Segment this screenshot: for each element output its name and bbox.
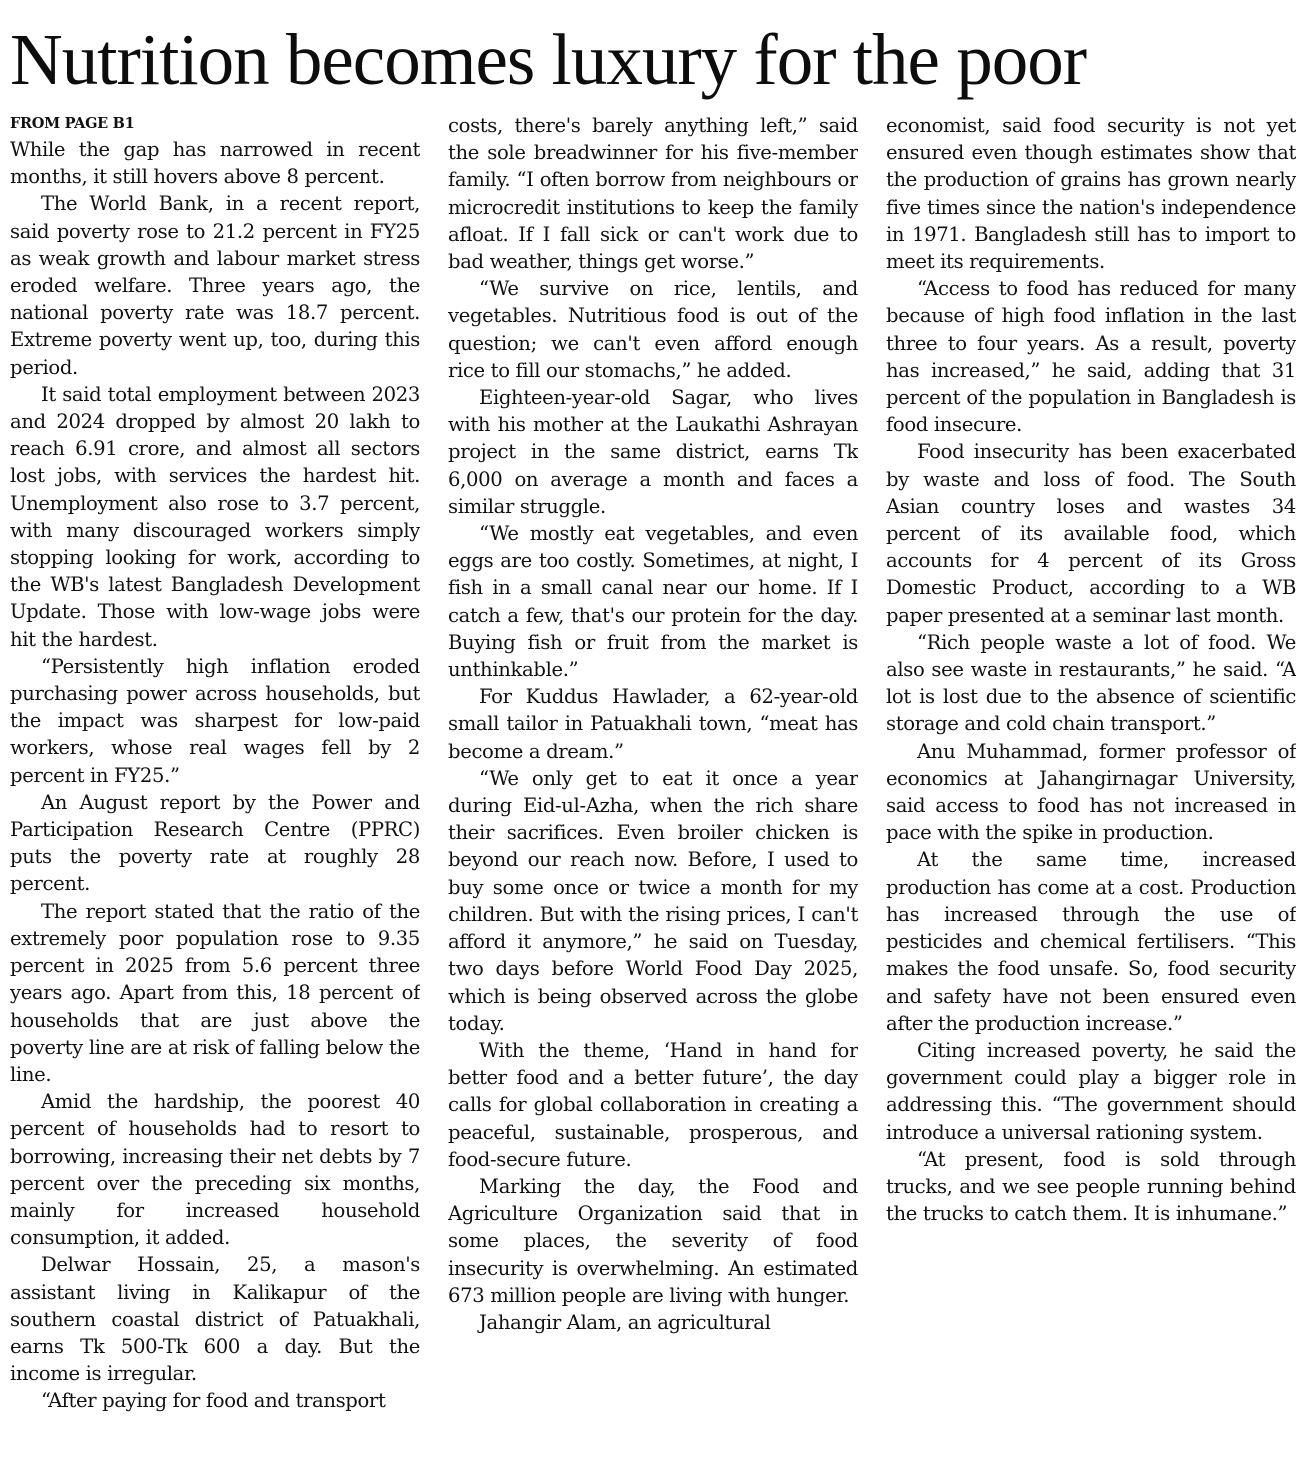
continuation-kicker: FROM PAGE B1 [10,115,135,132]
paragraph: With the theme, ‘Hand in hand for better food and a better future’, the day calls for global collaboration in creating a peaceful, sustainable, prosperous, and food-secure future. [448,1038,858,1171]
paragraph: Amid the hardship, the poorest 40 percent of households had to resort to borrowing, increasing their net debts by 7 percent over the preceding six months, mainly for increased household consumption, it added. [10,1090,420,1250]
paragraph: Jahangir Alam, an agricultural [479,1310,771,1334]
paragraph: “After paying for food and transport [41,1389,386,1413]
paragraph: The World Bank, in a recent report, said poverty rose to 21.2 percent in FY25 as weak growth and labour market stress eroded welfare. Three years ago, the national poverty rate was 18.7 percent. Extreme poverty went up, too, during this period. [10,192,420,379]
paragraph: The report stated that the ratio of the extremely poor population rose to 9.35 percent in 2025 from 5.6 percent three years ago. Apart from this, 18 percent of households that are just above the poverty line are at risk of falling below the line. [10,899,420,1086]
paragraph: “We mostly eat vegetables, and even eggs are too costly. Sometimes, at night, I fish in a small canal near our home. If I catch a few, that's our protein for the day. Buying fish or fruit from the market is unthinkable.” [448,522,858,682]
article-column-1 [10,112,420,1452]
paragraph: “We survive on rice, lentils, and vegetables. Nutritious food is out of the question; we can't even afford enough rice to fill our stomachs,” he added. [448,277,858,382]
paragraph: Eighteen-year-old Sagar, who lives with his mother at the Laukathi Ashrayan project in the same district, earns Tk 6,000 on average a month and faces a similar struggle. [448,386,858,518]
paragraph: “Rich people waste a lot of food. We also see waste in restaurants,” he said. “A lot is lost due to the absence of scientific storage and cold chain transport.” [886,630,1296,736]
paragraph: Marking the day, the Food and Agriculture Organization said that in some places, the severity of food insecurity is overwhelming. An estimated 673 million people are living with hunger. [448,1174,858,1307]
paragraph: “At present, food is sold through trucks, and we see people running behind the trucks to catch them. It is inhumane.” [886,1147,1296,1226]
article-column-3 [886,112,1296,1452]
paragraph: Citing increased poverty, he said the government could play a bigger role in addressing this. “The government should introduce a universal rationing system. [886,1038,1296,1144]
paragraph: “We only get to eat it once a year during Eid-ul-Azha, when the rich share their sacrifices. Even broiler chicken is beyond our reach now. Before, I used to buy some once or twice a month for my children. But with the rising prices, I can't afford it anymore,” he said on Tuesday, two days before World Food Day 2025, which is being observed across the globe today. [448,766,858,1035]
paragraph: While the gap has narrowed in recent months, it still hovers above 8 percent. [10,138,420,189]
headline: Nutrition becomes luxury for the poor [10,19,1087,100]
paragraph: An August report by the Power and Participation Research Centre (PPRC) puts the poverty rate at roughly 28 percent. [10,790,420,896]
paragraph: It said total employment between 2023 and 2024 dropped by almost 20 lakh to reach 6.91 crore, and almost all sectors lost jobs, with services the hardest hit. Unemployment also rose to 3.7 percent, with many discouraged workers simply stopping looking for work, according to the WB's latest Bangladesh Development Update. Those with low-wage jobs were hit the hardest. [10,382,420,651]
paragraph: Delwar Hossain, 25, a mason's assistant living in Kalikapur of the southern coastal district of Patuakhali, earns Tk 500-Tk 600 a day. But the income is irregular. [10,1253,420,1386]
paragraph: “Persistently high inflation eroded purchasing power across households, but the impact was sharpest for low-paid workers, whose real wages fell by 2 percent in FY25.” [10,654,420,787]
paragraph: “Access to food has reduced for many because of high food inflation in the last three to four years. As a result, poverty has increased,” he said, adding that 31 percent of the population in Bangladesh is food insecure. [886,277,1296,437]
paragraph: economist, said food security is not yet ensured even though estimates show that the production of grains has grown nearly five times since the nation's independence in 1971. Bangladesh still has to import to meet its requirements. [886,114,1296,274]
paragraph: Food insecurity has been exacerbated by waste and loss of food. The South Asian country loses and wastes 34 percent of its available food, which accounts for 4 percent of its Gross Domestic Product, according to a WB paper presented at a seminar last month. [886,440,1296,627]
article-column-2 [448,112,858,1452]
paragraph: At the same time, increased production has come at a cost. Production has increased through the use of pesticides and chemical fertilisers. “This makes the food unsafe. So, food security and safety have not been ensured even after the production increase.” [886,848,1296,1035]
paragraph: Anu Muhammad, former professor of economics at Jahangirnagar University, said access to food has not increased in pace with the spike in production. [886,739,1296,845]
paragraph: costs, there's barely anything left,” said the sole breadwinner for his five-member family. “I often borrow from neighbours or microcredit institutions to keep the family afloat. If I fall sick or can't work due to bad weather, things get worse.” [448,114,858,274]
paragraph: For Kuddus Hawlader, a 62-year-old small tailor in Patuakhali town, “meat has become a dream.” [448,685,858,763]
